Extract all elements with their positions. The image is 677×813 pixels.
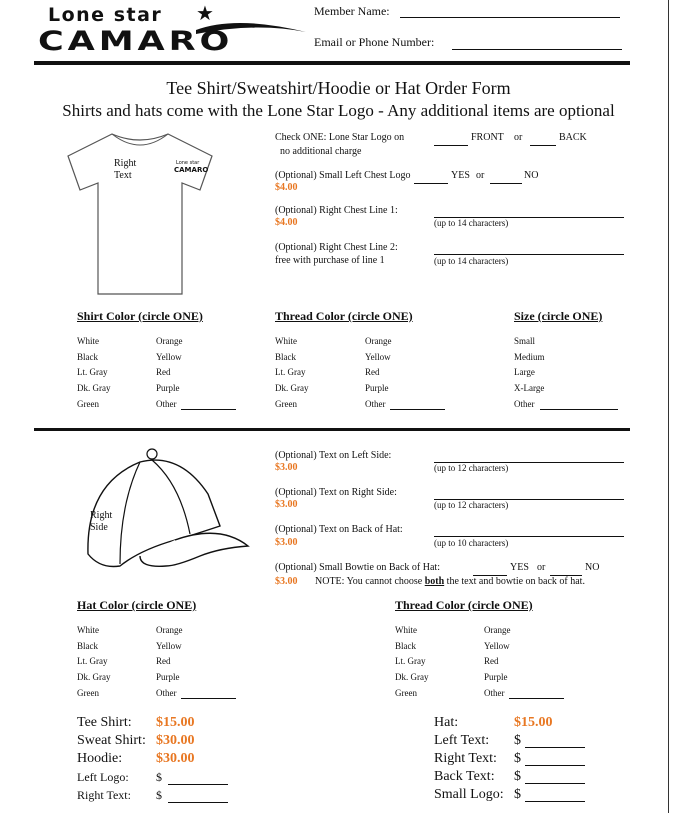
email-phone-row <box>314 36 434 48</box>
back-blank[interactable] <box>530 134 556 146</box>
sweat-label: Sweat Shirt: <box>77 733 146 748</box>
list-item[interactable]: Red <box>156 656 171 667</box>
list-item[interactable]: Lt. Gray <box>395 656 426 667</box>
section-divider <box>34 428 630 431</box>
bowtie-price: $3.00 <box>275 576 298 587</box>
list-item[interactable]: Red <box>484 656 499 667</box>
hat-label: Hat: <box>434 715 459 730</box>
check-one-label: Check ONE: Lone Star Logo on <box>275 132 405 143</box>
hat-back-text-field[interactable] <box>434 525 624 537</box>
right-text-amount[interactable] <box>168 791 228 803</box>
left-chest-no-label: NO <box>524 170 539 181</box>
small-logo-dollar: $ <box>514 787 521 802</box>
hat-price: $15.00 <box>514 715 553 730</box>
right-line2-note: free with purchase of line 1 <box>275 255 385 266</box>
left-logo-dollar: $ <box>156 770 162 784</box>
list-item[interactable]: Small <box>514 336 536 346</box>
bowtie-or-label: or <box>537 562 546 573</box>
list-item[interactable]: Green <box>275 398 297 409</box>
list-item[interactable]: Yellow <box>484 640 510 651</box>
hat-color-col2 <box>156 625 183 703</box>
list-item[interactable]: Orange <box>156 336 183 346</box>
hat-left-text-hint: (up to 12 characters) <box>434 463 509 473</box>
hat-left-text-dollar: $ <box>514 733 521 748</box>
tee-price: $15.00 <box>156 715 195 730</box>
list-item[interactable]: Black <box>77 640 98 651</box>
logo-top-text: Lone star <box>48 4 163 26</box>
shirt-color-col1 <box>77 336 111 414</box>
shirt-thread-other-field[interactable] <box>390 399 445 410</box>
hat-back-text-label: (Optional) Text on Back of Hat: <box>275 524 403 535</box>
note-bold: both <box>424 576 445 587</box>
list-item[interactable]: Black <box>395 640 416 651</box>
front-label: FRONT <box>471 132 504 143</box>
hat-left-text-label: (Optional) Text on Left Side: <box>275 450 392 461</box>
list-item[interactable]: Medium <box>514 351 545 362</box>
hat-back-text-price: $3.00 <box>275 537 298 548</box>
list-item[interactable]: White <box>395 625 417 635</box>
hat-left-text-sum-label: Left Text: <box>434 733 490 748</box>
tee-label: Tee Shirt: <box>77 715 132 730</box>
left-chest-or-label: or <box>476 170 485 181</box>
hoodie-price: $30.00 <box>156 751 195 766</box>
note-pre: NOTE: You cannot choose <box>315 576 425 587</box>
list-item[interactable]: Dk. Gray <box>77 383 111 394</box>
right-line2-hint: (up to 14 characters) <box>434 256 509 266</box>
list-item[interactable]: Orange <box>156 625 183 635</box>
list-item[interactable]: Yellow <box>365 351 391 362</box>
small-logo-amount[interactable] <box>525 790 585 802</box>
hat-thread-col1 <box>395 625 429 703</box>
size-other-field[interactable] <box>540 399 618 410</box>
logo-bottom-text: CAMARO <box>38 26 234 57</box>
hat-left-text-amount[interactable] <box>525 736 585 748</box>
small-logo-label: Small Logo: <box>434 787 504 802</box>
list-item[interactable]: Green <box>77 398 99 409</box>
list-item[interactable]: Purple <box>484 672 508 683</box>
logo <box>36 3 311 57</box>
sweat-price: $30.00 <box>156 733 195 748</box>
right-line1-label: (Optional) Right Chest Line 1: <box>275 205 398 216</box>
bowtie-yes-label: YES <box>510 562 529 573</box>
list-item[interactable]: Other <box>484 687 505 698</box>
header-divider <box>34 61 630 65</box>
left-chest-label: (Optional) Small Left Chest Logo <box>275 170 411 181</box>
shirt-thread-heading: Thread Color (circle ONE) <box>275 309 413 323</box>
page-edge <box>668 0 677 813</box>
shirt-thread-col2 <box>365 336 392 414</box>
right-line2-label: (Optional) Right Chest Line 2: <box>275 242 398 253</box>
back-text-dollar: $ <box>514 769 521 784</box>
list-item[interactable]: Yellow <box>156 351 182 362</box>
note-post: the text and bowtie on back of hat. <box>444 576 585 587</box>
list-item[interactable]: Green <box>77 687 99 698</box>
form-title: Tee Shirt/Sweatshirt/Hoodie or Hat Order Form <box>166 78 511 98</box>
left-chest-price: $4.00 <box>275 182 298 193</box>
hat-back-text-hint: (up to 10 characters) <box>434 538 509 548</box>
hat-thread-heading: Thread Color (circle ONE) <box>395 598 533 612</box>
back-label: BACK <box>559 132 587 143</box>
list-item[interactable]: Dk. Gray <box>395 672 429 683</box>
list-item[interactable]: White <box>77 625 99 635</box>
shirt-thread-col1 <box>275 336 309 414</box>
hat-thread-col2 <box>484 625 511 703</box>
back-text-amount[interactable] <box>525 772 585 784</box>
hat-right-text-field[interactable] <box>434 488 624 500</box>
left-logo-label: Left Logo: <box>77 770 129 784</box>
right-line2-field[interactable] <box>434 243 624 255</box>
list-item[interactable]: White <box>77 336 99 346</box>
member-name-field[interactable] <box>400 6 620 18</box>
hat-color-other-field[interactable] <box>181 688 236 699</box>
star-icon: ★ <box>196 3 214 25</box>
list-item[interactable]: Lt. Gray <box>77 656 108 667</box>
list-item[interactable]: Lt. Gray <box>77 367 108 378</box>
list-item[interactable]: Yellow <box>156 640 182 651</box>
list-item[interactable]: Purple <box>365 383 389 394</box>
bowtie-note <box>315 576 585 588</box>
list-item[interactable]: Purple <box>156 383 180 394</box>
hat-right-side-text: Right Side <box>90 510 113 533</box>
shirt-color-col2 <box>156 336 183 414</box>
left-logo-amount[interactable] <box>168 773 228 785</box>
hat-right-text-label: (Optional) Text on Right Side: <box>275 487 397 498</box>
hat-right-text-dollar: $ <box>514 751 521 766</box>
right-text-label: Right Text: <box>77 788 131 802</box>
hat-outline-icon <box>80 444 252 572</box>
list-item[interactable]: White <box>275 336 297 346</box>
list-item[interactable]: Black <box>77 351 98 362</box>
bowtie-no-blank[interactable] <box>550 564 582 576</box>
left-chest-yes-blank[interactable] <box>414 172 448 184</box>
list-item[interactable]: Dk. Gray <box>275 383 309 394</box>
hat-left-text-price: $3.00 <box>275 462 298 473</box>
list-item[interactable]: X-Large <box>514 383 545 394</box>
tshirt-logo-bottom: CAMARO <box>174 166 209 174</box>
list-item[interactable]: Dk. Gray <box>77 672 111 683</box>
list-item[interactable]: Other <box>156 687 177 698</box>
hat-color-heading: Hat Color (circle ONE) <box>77 598 197 612</box>
list-item[interactable]: Purple <box>156 672 180 683</box>
tshirt-logo-top: Lone star <box>176 160 200 166</box>
member-name-label: Member Name: <box>314 4 390 18</box>
hat-color-col1 <box>77 625 111 703</box>
tshirt-image <box>64 128 216 298</box>
left-chest-no-blank[interactable] <box>490 172 522 184</box>
shirt-color-heading: Shirt Color (circle ONE) <box>77 309 203 323</box>
price-summary-left <box>77 714 228 804</box>
form-subtitle: Shirts and hats come with the Lone Star Logo - Any additional items are optional <box>62 101 615 120</box>
hat-right-text-hint: (up to 12 characters) <box>434 500 509 510</box>
left-chest-yes-label: YES <box>451 170 470 181</box>
check-one-row <box>275 132 404 144</box>
no-charge-label: no additional charge <box>280 146 362 157</box>
right-text-dollar: $ <box>156 788 162 802</box>
front-or-label: or <box>514 132 523 143</box>
hat-right-text-amount[interactable] <box>525 754 585 766</box>
size-heading: Size (circle ONE) <box>514 309 603 323</box>
list-item[interactable]: Red <box>156 367 171 378</box>
right-line1-price: $4.00 <box>275 217 298 228</box>
hoodie-label: Hoodie: <box>77 751 123 766</box>
bowtie-yes-blank[interactable] <box>473 564 507 576</box>
hat-image <box>80 444 252 572</box>
list-item[interactable]: Green <box>395 687 417 698</box>
front-blank[interactable] <box>434 134 468 146</box>
list-item[interactable]: Large <box>514 367 535 378</box>
tshirt-outline-icon <box>64 128 216 298</box>
list-item[interactable]: Other <box>514 398 535 409</box>
list-item[interactable]: Other <box>365 398 386 409</box>
back-text-label: Back Text: <box>434 769 495 784</box>
member-name-row <box>314 5 390 17</box>
list-item[interactable]: Black <box>275 351 296 362</box>
email-phone-field[interactable] <box>452 38 622 50</box>
list-item[interactable]: Other <box>156 398 177 409</box>
bowtie-no-label: NO <box>585 562 600 573</box>
email-phone-label: Email or Phone Number: <box>314 35 435 49</box>
price-summary-right <box>434 714 585 804</box>
hat-left-text-field[interactable] <box>434 451 624 463</box>
list-item[interactable]: Orange <box>484 625 511 635</box>
hat-right-text-sum-label: Right Text: <box>434 751 497 766</box>
tshirt-right-text: Right Text <box>114 158 137 181</box>
list-item[interactable]: Orange <box>365 336 392 346</box>
shirt-color-other-field[interactable] <box>181 399 236 410</box>
right-line1-hint: (up to 14 characters) <box>434 218 509 228</box>
hat-thread-other-field[interactable] <box>509 688 564 699</box>
right-line1-field[interactable] <box>434 206 624 218</box>
list-item[interactable]: Lt. Gray <box>275 367 306 378</box>
bowtie-label: (Optional) Small Bowtie on Back of Hat: <box>275 562 440 573</box>
list-item[interactable]: Red <box>365 367 380 378</box>
hat-right-text-price: $3.00 <box>275 499 298 510</box>
